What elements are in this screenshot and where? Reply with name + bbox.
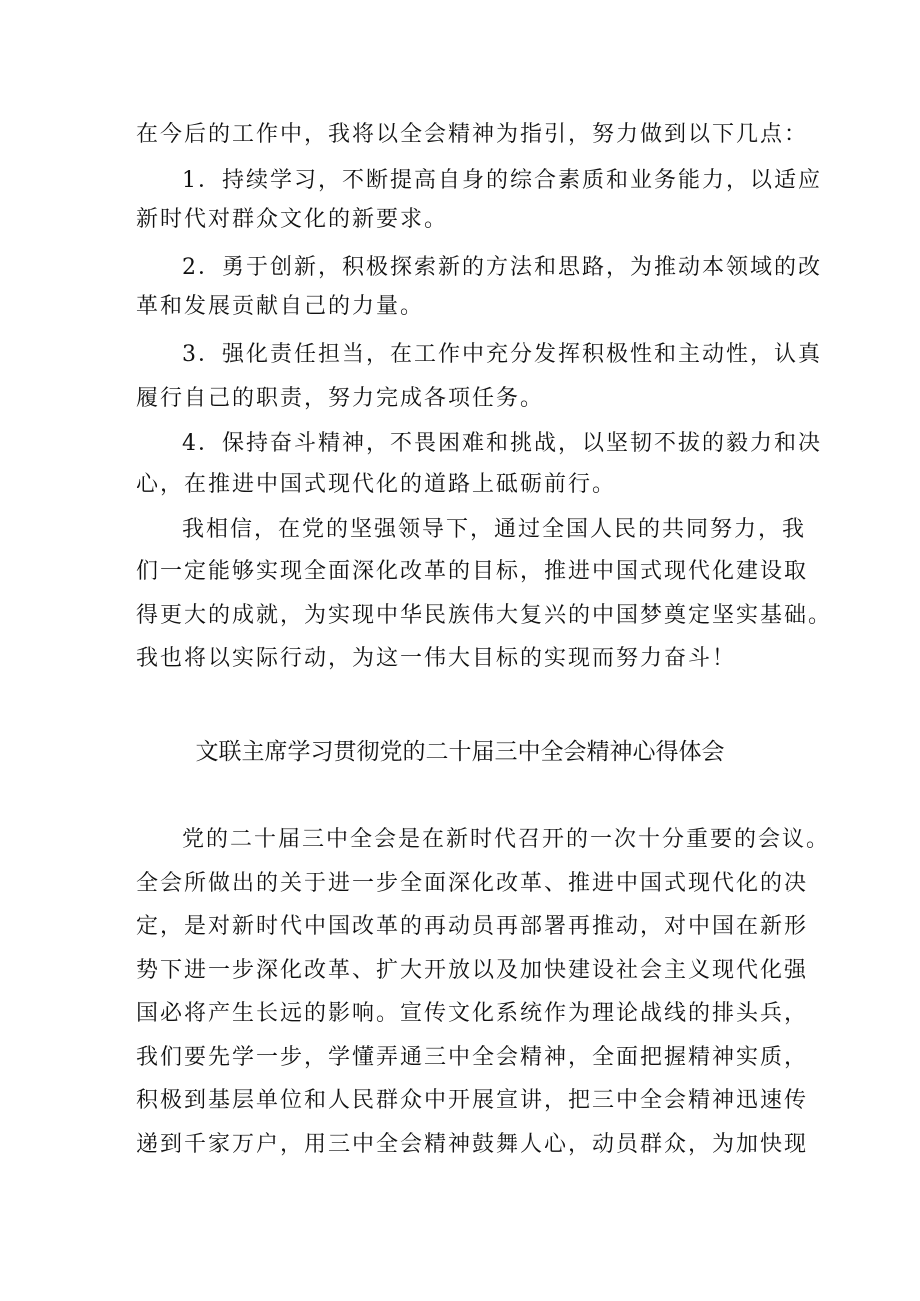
body-line-2: 全会所做出的关于进一步全面深化改革、推进中国式现代化的决 xyxy=(136,871,809,896)
article-title: 文联主席学习贯彻党的二十届三中全会精神心得体会 xyxy=(195,739,725,765)
list-item-2-line-1: 2．勇于创新，积极探索新的方法和思路，为推动本领域的改 xyxy=(182,255,822,280)
body-line-8: 递到千家万户，用三中全会精神鼓舞人心，动员群众，为加快现 xyxy=(136,1132,809,1157)
list-item-4-line-2: 心，在推进中国式现代化的道路上砥砺前行。 xyxy=(136,472,617,497)
list-item-4-line-1: 4．保持奋斗精神，不畏困难和挑战，以坚韧不拔的毅力和决 xyxy=(182,431,822,456)
list-item-1-line-2: 新时代对群众文化的新要求。 xyxy=(136,207,449,232)
list-item-2-line-2: 革和发展贡献自己的力量。 xyxy=(136,294,425,319)
paragraph-line: 在今后的工作中，我将以全会精神为指引，努力做到以下几点： xyxy=(136,122,809,147)
conclusion-line-3: 得更大的成就，为实现中华民族伟大复兴的中国梦奠定坚实基础。 xyxy=(136,603,833,628)
body-line-7: 积极到基层单位和人民群众中开展宣讲，把三中全会精神迅速传 xyxy=(136,1088,809,1113)
conclusion-line-4: 我也将以实际行动，为这一伟大目标的实现而努力奋斗！ xyxy=(136,646,737,671)
list-item-3-line-1: 3．强化责任担当，在工作中充分发挥积极性和主动性，认真 xyxy=(182,342,822,367)
list-item-3-line-2: 履行自己的职责，努力完成各项任务。 xyxy=(136,386,545,411)
conclusion-line-2: 们一定能够实现全面深化改革的目标，推进中国式现代化建设取 xyxy=(136,559,809,584)
list-item-1-line-1: 1．持续学习，不断提高自身的综合素质和业务能力，以适应 xyxy=(182,168,822,193)
body-line-3: 定，是对新时代中国改革的再动员再部署再推动，对中国在新形 xyxy=(136,914,809,939)
body-line-6: 我们要先学一步，学懂弄通三中全会精神，全面把握精神实质， xyxy=(136,1045,809,1070)
body-line-5: 国必将产生长远的影响。宣传文化系统作为理论战线的排头兵， xyxy=(136,1001,809,1026)
body-line-1: 党的二十届三中全会是在新时代召开的一次十分重要的会议。 xyxy=(182,827,831,852)
body-line-4: 势下进一步深化改革、扩大开放以及加快建设社会主义现代化强 xyxy=(136,958,809,983)
conclusion-line-1: 我相信，在党的坚强领导下，通过全国人民的共同努力，我 xyxy=(182,517,807,542)
